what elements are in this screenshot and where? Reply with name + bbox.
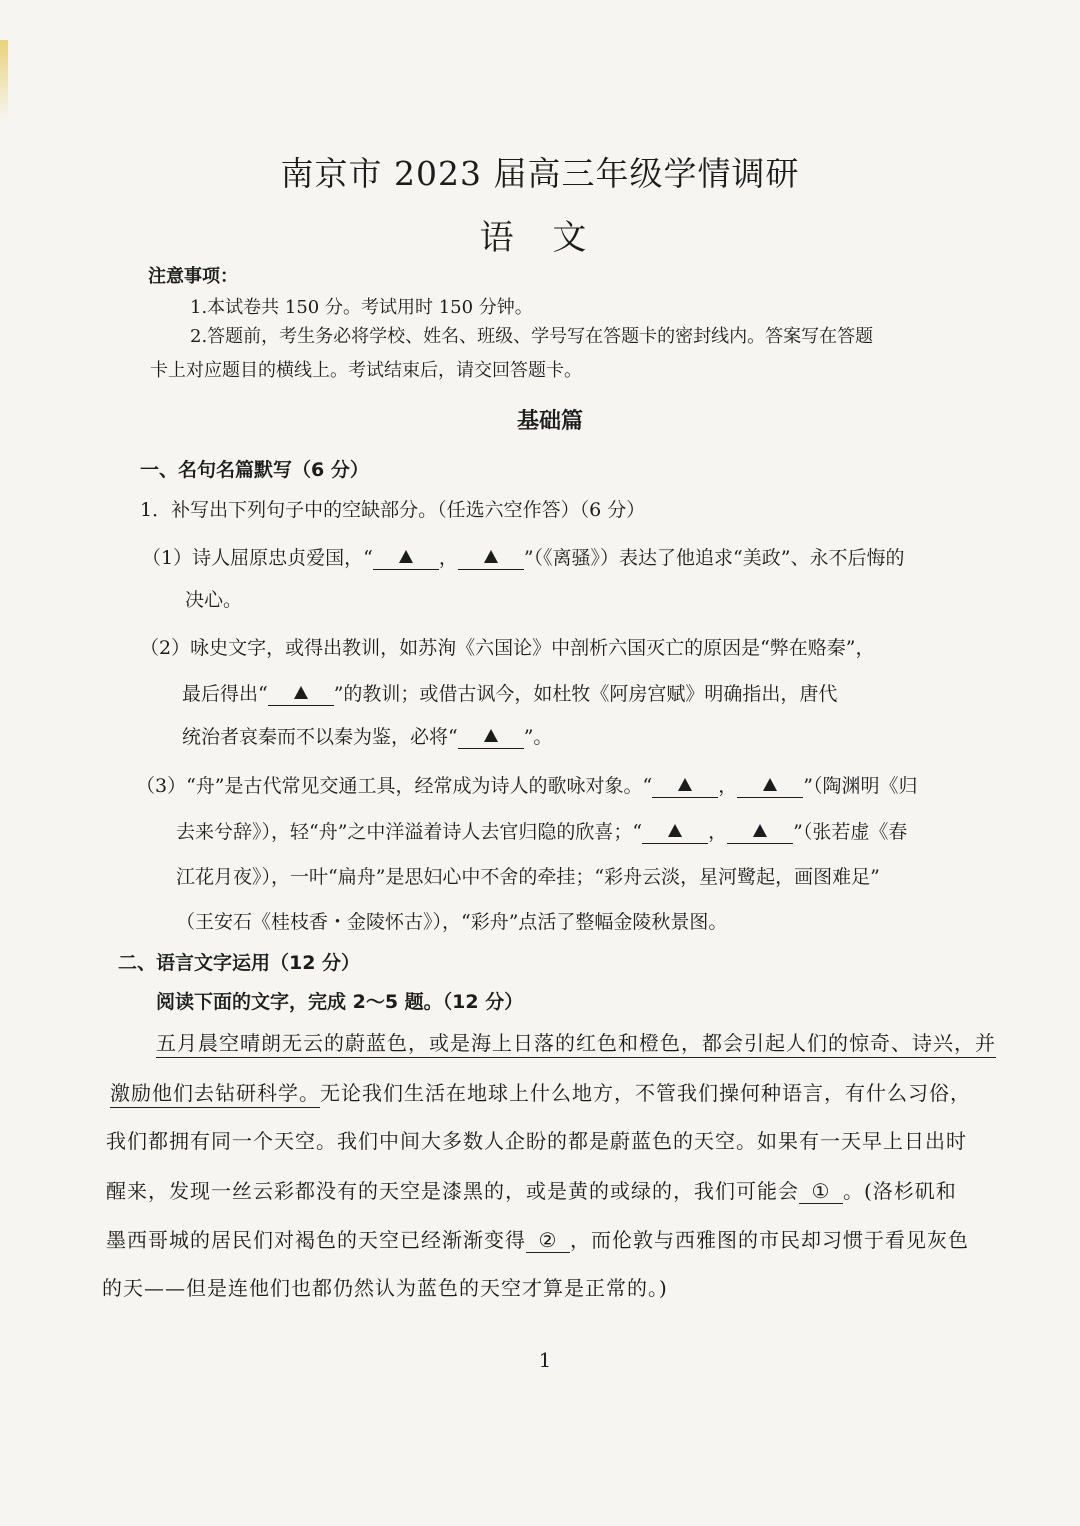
text: ”的教训；或借古讽今，如杜牧《阿房宫赋》明确指出，唐代 [333,683,838,705]
subquestion-2-line-3 [182,722,552,749]
subquestion-3-line-2 [176,817,907,844]
notice-item-1: 1.本试卷共 150 分。考试用时 150 分钟。 [190,297,533,318]
text: 。(洛杉矶和 [843,1179,957,1203]
subquestion-2-line-2 [182,679,837,706]
answer-blank [642,821,708,844]
question-1: 1．补写出下列句子中的空缺部分。（任选六空作答）（6 分） [140,499,646,521]
exam-title: 南京市 2023 届高三年级学情调研 [280,154,800,193]
text: 无论我们生活在地球上什么地方，不管我们操何种语言，有什么习俗， [320,1081,971,1105]
answer-blank [373,547,439,570]
answer-blank [458,726,524,749]
answer-blank [458,547,524,570]
subquestion-3-line-4: （王安石《桂枝香・金陵怀古》），“彩舟”点活了整幅金陵秋景图。 [176,911,728,933]
text: 醒来，发现一丝云彩都没有的天空是漆黑的，或是黄的或绿的，我们可能会 [106,1179,799,1203]
subquestion-1-line-2: 决心。 [185,589,243,611]
triangle-icon [484,729,498,742]
triangle-icon [294,686,308,699]
part1-heading: 一、名句名篇默写（6 分） [140,459,369,481]
text: 最后得出“ [182,683,268,705]
notice-item-2-line-1: 2.答题前，考生务必将学校、姓名、班级、学号写在答题卡的密封线内。答案写在答题 [190,326,874,347]
subquestion-1-line-1 [142,543,904,570]
text: 去来兮辞》），轻“舟”之中洋溢着诗人去官归隐的欣喜；“ [176,821,643,843]
section-title: 基础篇 [516,408,583,434]
subquestion-3-line-3: 江花月夜》），一叶“扁舟”是思妇心中不舍的牵挂；“彩舟云淡，星河鹭起，画图难足” [176,866,880,888]
passage-line-3: 我们都拥有同一个天空。我们中间大多数人企盼的都是蔚蓝色的天空。如果有一天早上日出时 [106,1129,967,1153]
answer-blank [268,683,334,706]
text: ，而伦敦与西雅图的市民却习惯于看见灰色 [570,1228,969,1252]
page-edge-mark [0,40,8,120]
text: ， [718,775,738,797]
triangle-icon [678,778,692,791]
notice-item-2-line-2: 卡上对应题目的横线上。考试结束后，请交回答题卡。 [150,360,582,381]
passage-line-1 [156,1027,996,1056]
passage-line-4 [106,1175,957,1204]
triangle-icon [399,550,413,563]
triangle-icon [753,824,767,837]
triangle-icon [763,778,777,791]
subject-title: 语 文 [479,218,601,258]
passage-blank-2: ② [526,1228,570,1253]
passage-blank-1: ① [799,1179,843,1204]
text: （3）“舟”是古代常见交通工具，经常成为诗人的歌咏对象。“ [136,775,653,797]
passage-line-5 [106,1224,969,1253]
text: 墨西哥城的居民们对褐色的天空已经渐渐变得 [106,1228,526,1252]
underlined-sentence: 激励他们去钻研科学。 [110,1081,320,1108]
part2-instruction: 阅读下面的文字，完成 2～5 题。（12 分） [156,991,524,1013]
answer-blank [652,775,718,798]
notice-heading: 注意事项： [148,266,238,287]
text: ， [438,547,458,569]
subquestion-3-line-1 [136,771,917,798]
passage-line-2 [110,1077,971,1106]
passage-line-6: 的天——但是连他们也都仍然认为蓝色的天空才算是正常的。) [102,1276,668,1300]
text: ， [708,821,728,843]
text: ”（张若虚《春 [793,821,908,843]
subquestion-2-line-1: （2）咏史文字，或得出教训，如苏洵《六国论》中剖析六国灭亡的原因是“弊在赂秦”， [140,637,875,659]
triangle-icon [668,824,682,837]
part2-heading: 二、语言文字运用（12 分） [118,952,361,974]
text: ”（陶渊明《归 [803,775,918,797]
page-number: 1 [538,1348,552,1372]
text: ”。 [523,726,553,748]
answer-blank [737,775,803,798]
text: ”（《离骚》）表达了他追求“美政”、永不后悔的 [523,547,905,569]
triangle-icon [484,550,498,563]
text: （1）诗人屈原忠贞爱国，“ [142,547,373,569]
answer-blank [727,821,793,844]
underlined-sentence: 五月晨空晴朗无云的蔚蓝色，或是海上日落的红色和橙色，都会引起人们的惊奇、诗兴，并 [156,1031,996,1058]
text: 统治者哀秦而不以秦为鉴，必将“ [182,726,458,748]
